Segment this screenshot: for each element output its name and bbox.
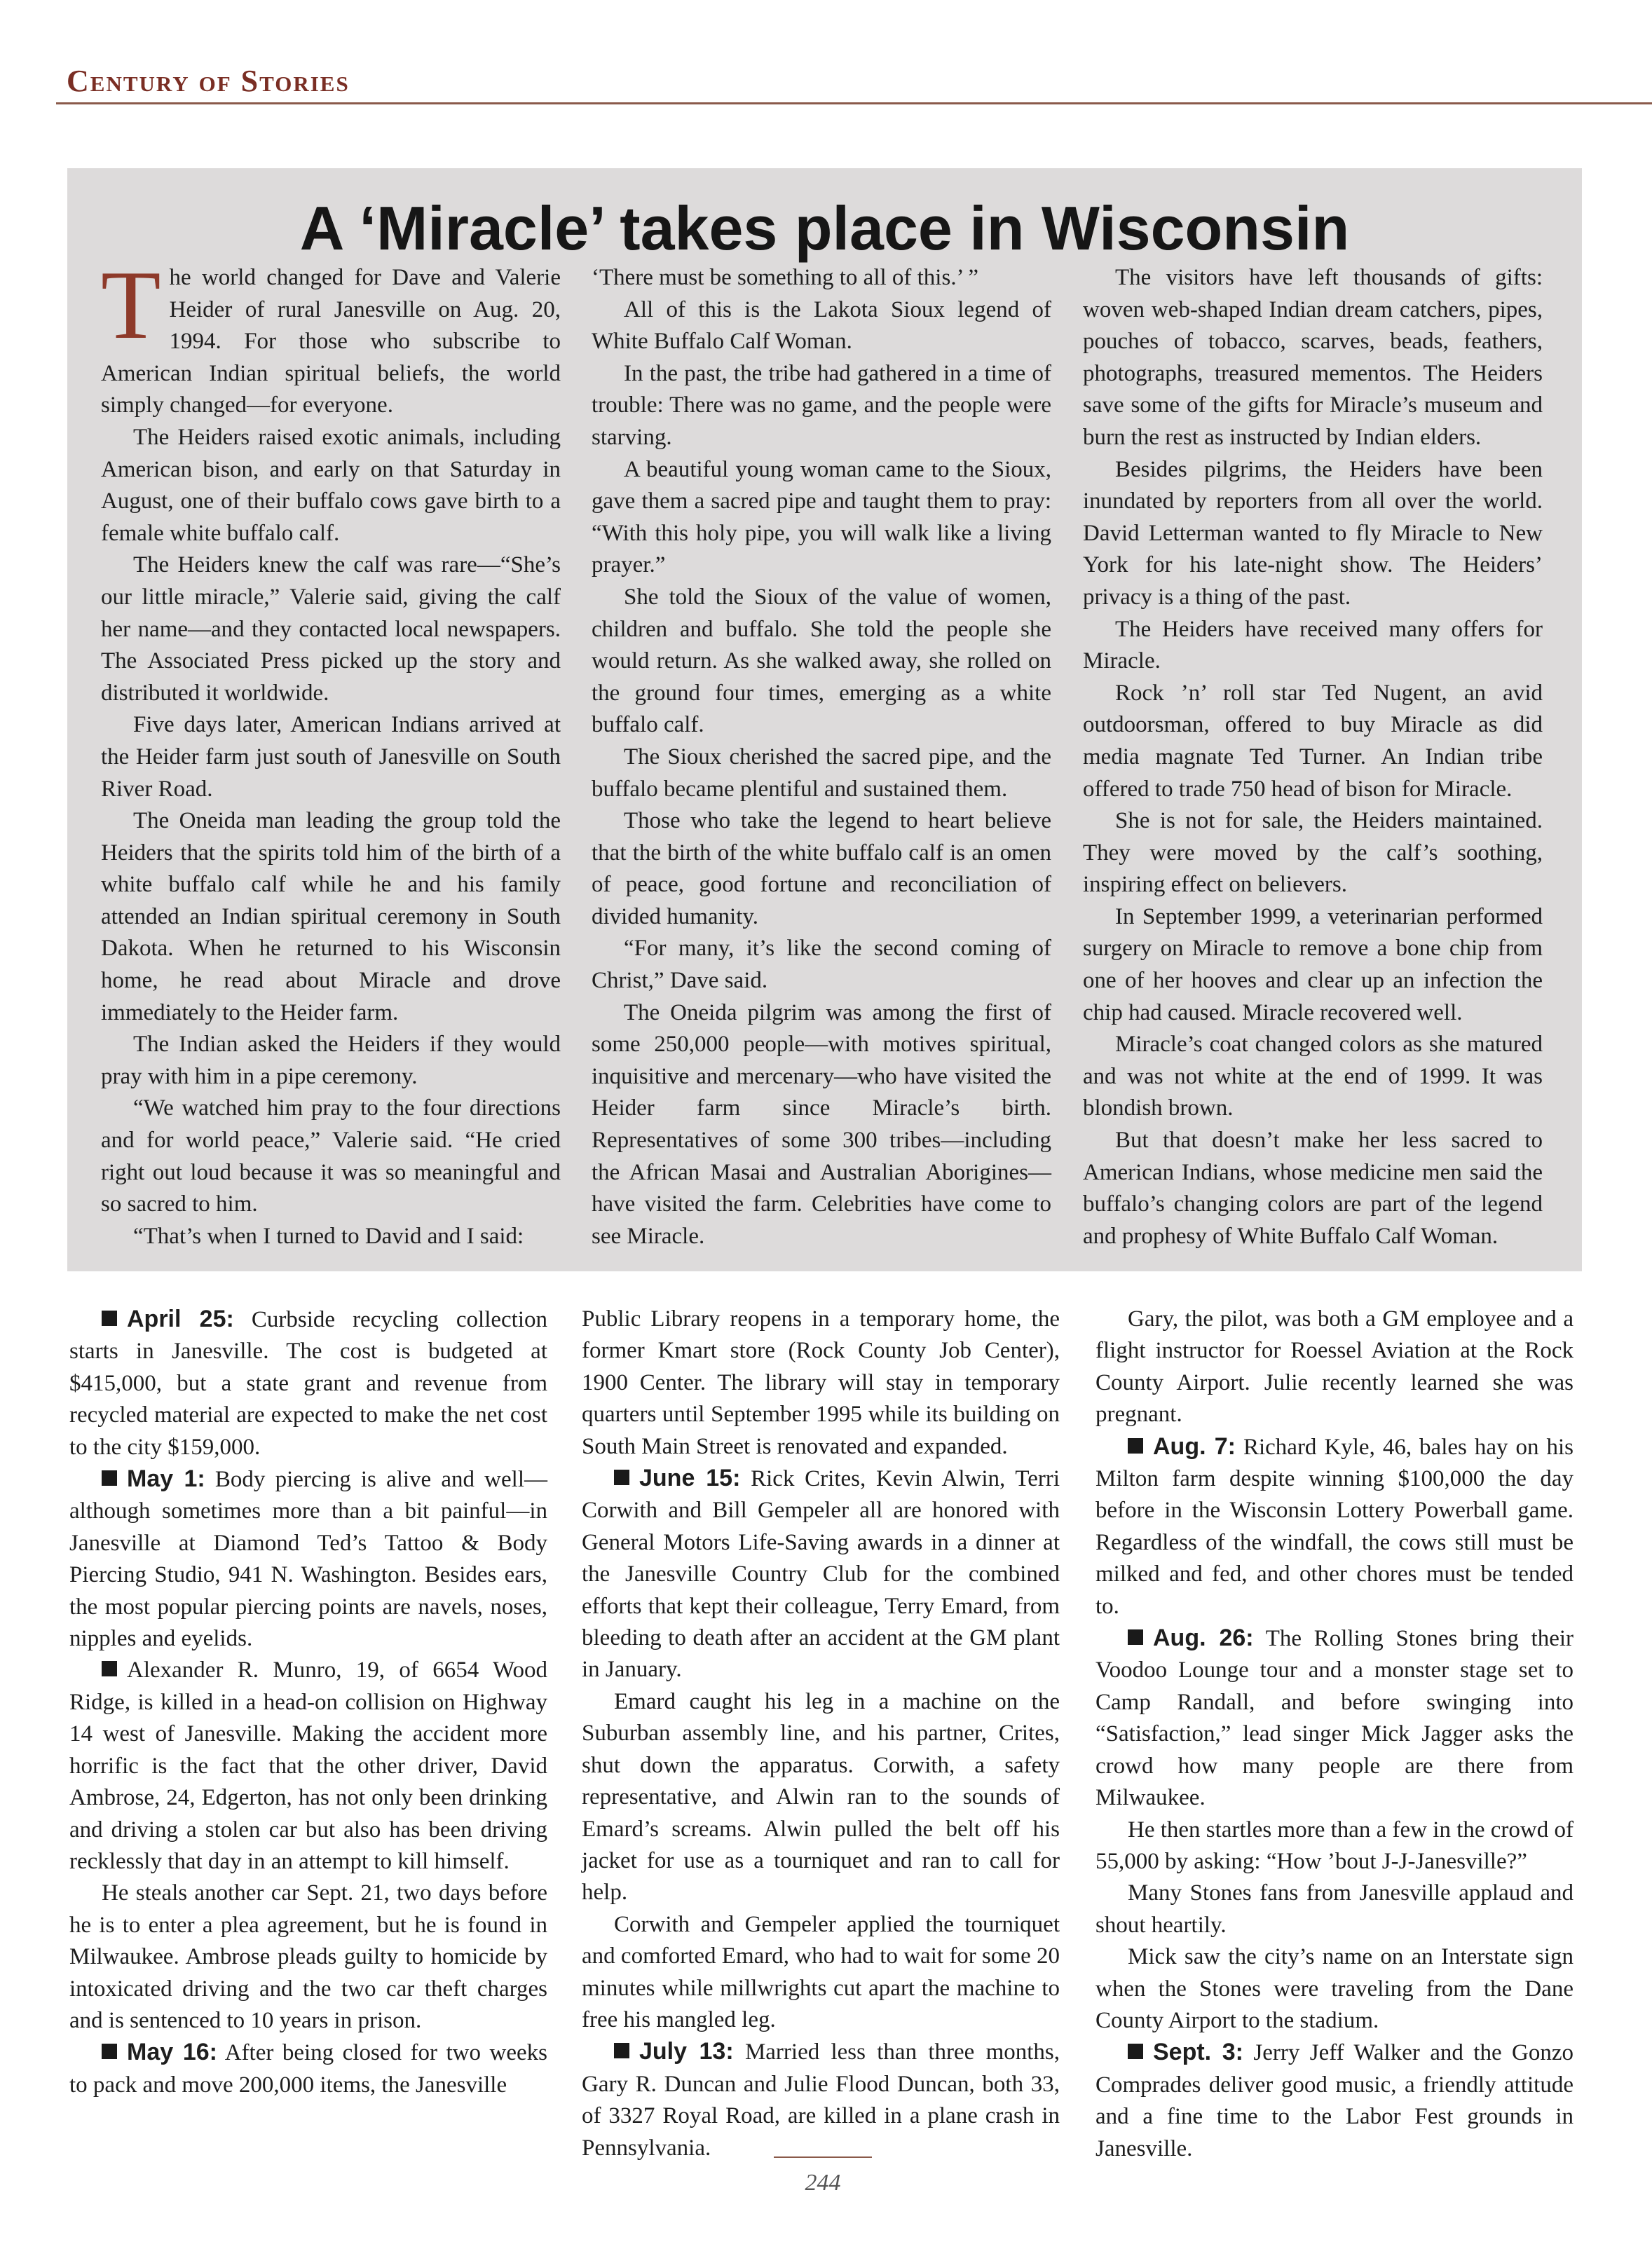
feature-paragraph: Five days later, American Indians arrived at the Heider farm just south of Janesville on South River Road. [101,712,561,802]
feature-paragraph: The Oneida man leading the group told the Heiders that the spirits told him of the birth of a white buffalo calf while he and his family attended an Indian spiritual ceremony in South Dakota. When he returned to his Wisconsin home, he read about Miracle and drove immediately to the Heider farm. [101,808,561,1025]
bullet-square-icon [102,1311,117,1326]
bullet-square-icon [102,2044,117,2059]
feature-paragraph: The Oneida pilgrim was among the first of some 250,000 people—with motives spiritual, inquisitive and mercenary—who have visited the Heider farm since Miracle’s birth. Representatives of some 300 tribes—including the African Masai and Australian Aborigines—have visited the farm. Celebrities have come to see Miracle. [592,999,1051,1249]
feature-paragraph: “We watched him pray to the four directions and for world peace,” Valerie said. “He cried right out loud because it was so meaningful and so sacred to him. [101,1095,561,1217]
bullet-square-icon [102,1470,117,1486]
chronology-entry: May 1: Body piercing is alive and well—although sometimes more than a bit painful—in Janesville at Diamond Ted’s Tattoo & Body Piercing Studio, 941 N. Washington. Besides ears, the most popular piercing points are navels, noses, nipples and eyelids. [69,1465,547,1652]
feature-paragraph: The Heiders have received many offers for Miracle. [1083,616,1543,674]
chronology-paragraph: Public Library reopens in a temporary home, the former Kmart store (Rock County Job Center), 1900 Center. The library will stay in temporary quarters until September 1995 while its building on South Main Street is renovated and expanded. [582,1306,1060,1459]
chronology-entry: Sept. 3: Jerry Jeff Walker and the Gonzo Comprades deliver good music, a friendly attitude and a fine time to the Labor Fest grounds in Janesville. [1095,2039,1574,2161]
feature-paragraph: The Heiders knew the calf was rare—“She’s our little miracle,” Valerie said, giving the calf her name—and they contacted local newspapers. The Associated Press picked up the story and distributed it worldwide. [101,552,561,706]
chronology-entry: June 15: Rick Crites, Kevin Alwin, Terri Corwith and Bill Gempeler all are honored with General Motors Life-Saving awards in a dinner at the Janesville Country Club for the combined efforts that kept their colleague, Terry Emard, from bleeding to death after an accident at the GM plant in January. [582,1465,1060,1683]
feature-headline: A ‘Miracle’ takes place in Wisconsin [299,193,1350,263]
chronology-entry: April 25: Curbside recycling collection starts in Janesville. The cost is budgeted at $415,000, but a state grant and revenue from recycled material are expected to make the net cost to the city $159,000. [69,1306,547,1460]
feature-paragraph: The world changed for Dave and Valerie Heider of rural Janesville on Aug. 20, 1994. For those who subscribe to American Indian spiritual beliefs, the world simply changed—for everyone. [101,251,561,418]
feature-paragraph: The Indian asked the Heiders if they would pray with him in a pipe ceremony. [101,1032,561,1089]
chronology-paragraph: Many Stones fans from Janesville applaud and shout heartily. [1095,1880,1574,1938]
bullet-square-icon [614,2043,629,2058]
feature-column-1 [101,251,561,1252]
feature-paragraph: Besides pilgrims, the Heiders have been inundated by reporters from all over the world. David Letterman wanted to fly Miracle to New York for his late-night show. The Heiders’ privacy is a thing of the past. [1083,456,1543,610]
entry-date: May 1: [127,1465,205,1493]
chronology-paragraph: Emard caught his leg in a machine on the Suburban assembly line, and his partner, Crites, shut down the apparatus. Corwith, a safety representative, and Alwin ran to the sounds of Emard’s screams. Alwin pulled the belt off his jacket for use as a tourniquet and ran to call for help. [582,1688,1060,1906]
chronology-paragraph: Mick saw the city’s name on an Interstate sign when the Stones were traveling from the Dane County Airport to the stadium. [1095,1944,1574,2033]
feature-column-3 [1083,262,1543,1252]
feature-paragraph: In the past, the tribe had gathered in a time of trouble: There was no game, and the people were starving. [592,360,1051,450]
bullet-square-icon [614,1470,629,1485]
entry-date: Aug. 7: [1153,1433,1236,1460]
feature-paragraph: In September 1999, a veterinarian performed surgery on Miracle to remove a bone chip from one of her hooves and clear up an infection the chip had caused. Miracle recovered well. [1083,903,1543,1025]
chronology-entry: May 16: After being closed for two weeks to pack and move 200,000 items, the Janesville [69,2039,547,2098]
entry-date: June 15: [639,1465,741,1492]
bullet-square-icon [102,1661,117,1676]
drop-cap: T [101,251,161,360]
chronology-paragraph: He then startles more than a few in the crowd of 55,000 by asking: “How ’bout J-J-Janesville?” [1095,1817,1574,1874]
page-number: 244 [805,2170,841,2196]
header-rule [56,102,1652,104]
entry-date: Aug. 26: [1153,1625,1254,1652]
feature-paragraph: She told the Sioux of the value of women, children and buffalo. She told the people she would return. As she walked away, she rolled on the ground four times, emerging as a white buffalo calf. [592,584,1051,738]
feature-column-2 [592,262,1051,1252]
chronology-column-2 [582,1304,1060,2164]
feature-paragraph: Miracle’s coat changed colors as she matured and was not white at the end of 1999. It was blondish brown. [1083,1032,1543,1121]
feature-paragraph: The Sioux cherished the sacred pipe, and the buffalo became plentiful and sustained them. [592,744,1051,802]
feature-paragraph: All of this is the Lakota Sioux legend of White Buffalo Calf Woman. [592,296,1051,355]
bullet-square-icon [1128,1629,1143,1645]
feature-paragraph: Rock ’n’ roll star Ted Nugent, an avid outdoorsman, offered to buy Miracle as did media magnate Ted Turner. An Indian tribe offered to trade 750 head of bison for Miracle. [1083,680,1543,802]
chronology-entry: Aug. 26: The Rolling Stones bring their Voodoo Lounge tour and a monster stage set to Camp Randall, and before swinging into “Satisfaction,” lead singer Mick Jagger asks the crowd how many people are there from Milwaukee. [1095,1625,1574,1811]
chronology-paragraph: Gary, the pilot, was both a GM employee and a flight instructor for Roessel Aviation at the Rock County Airport. Julie recently learned she was pregnant. [1095,1306,1574,1428]
chronology-entry: Aug. 7: Richard Kyle, 46, bales hay on his Milton farm despite winning $100,000 the day before in the Wisconsin Lottery Powerball game. Regardless of the windfall, the cows still must be milked and fed, and other chores must be tended to. [1095,1433,1574,1619]
chronology-entry: July 13: Married less than three months, Gary R. Duncan and Julie Flood Duncan, both 33, of 3327 Royal Road, are killed in a plane crash in Pennsylvania. [582,2038,1060,2161]
entry-date: April 25: [127,1306,234,1332]
feature-paragraph: “For many, it’s like the second coming of Christ,” Dave said. [592,936,1051,994]
bullet-square-icon [1128,2044,1143,2059]
footer-rule [774,2156,872,2158]
chronology-paragraph: He steals another car Sept. 21, two days before he is to enter a plea agreement, but he is found in Milwaukee. Ambrose pleads guilty to homicide by intoxicated driving and the two car theft charges and is sentenced to 10 years in prison. [69,1880,547,2033]
chronology-paragraph: Corwith and Gempeler applied the tourniquet and comforted Emard, who had to wait for some 20 minutes while millwrights cut apart the machine to free his mangled leg. [582,1911,1060,2032]
feature-paragraph: The Heiders raised exotic animals, including American bison, and early on that Saturday in August, one of their buffalo cows gave birth to a female white buffalo calf. [101,424,561,546]
entry-date: Sept. 3: [1153,2039,1243,2066]
feature-paragraph: Those who take the legend to heart believe that the birth of the white buffalo calf is an omen of peace, good fortune and reconciliation of divided humanity. [592,808,1051,929]
chronology-entry: Alexander R. Munro, 19, of 6654 Wood Ridge, is killed in a head-on collision on Highway 14 west of Janesville. Making the accident more horrific is the fact that the other driver, David Ambrose, 24, Edgerton, has not only been drinking and driving a stolen car but also has been driving recklessly that day in an attempt to kill himself. [69,1657,547,1874]
feature-paragraph: But that doesn’t make her less sacred to American Indians, whose medicine men said the buffalo’s changing colors are part of the legend and prophesy of White Buffalo Calf Woman. [1083,1128,1543,1249]
running-head: Century of Stories [67,64,350,98]
entry-date: July 13: [639,2038,734,2065]
entry-date: May 16: [127,2039,217,2066]
chronology-column-3 [1095,1304,1574,2165]
chronology-column-1 [69,1304,547,2101]
bullet-square-icon [1128,1438,1143,1454]
feature-paragraph: A beautiful young woman came to the Sioux, gave them a sacred pipe and taught them to pray: “With this holy pipe, you will walk like a living prayer.” [592,456,1051,578]
feature-paragraph: The visitors have left thousands of gifts: woven web-shaped Indian dream catchers, pipes, pouches of tobacco, scarves, beads, feathers, photographs, treasured mementos. The Heiders save some of the gifts for Miracle’s museum and burn the rest as instructed by Indian elders. [1083,265,1543,450]
feature-paragraph: She is not for sale, the Heiders maintained. They were moved by the calf’s soothing, inspiring effect on believers. [1083,808,1543,898]
feature-paragraph: “That’s when I turned to David and I said: [133,1223,524,1249]
feature-paragraph: ‘There must be something to all of this.’ ” [592,265,979,290]
